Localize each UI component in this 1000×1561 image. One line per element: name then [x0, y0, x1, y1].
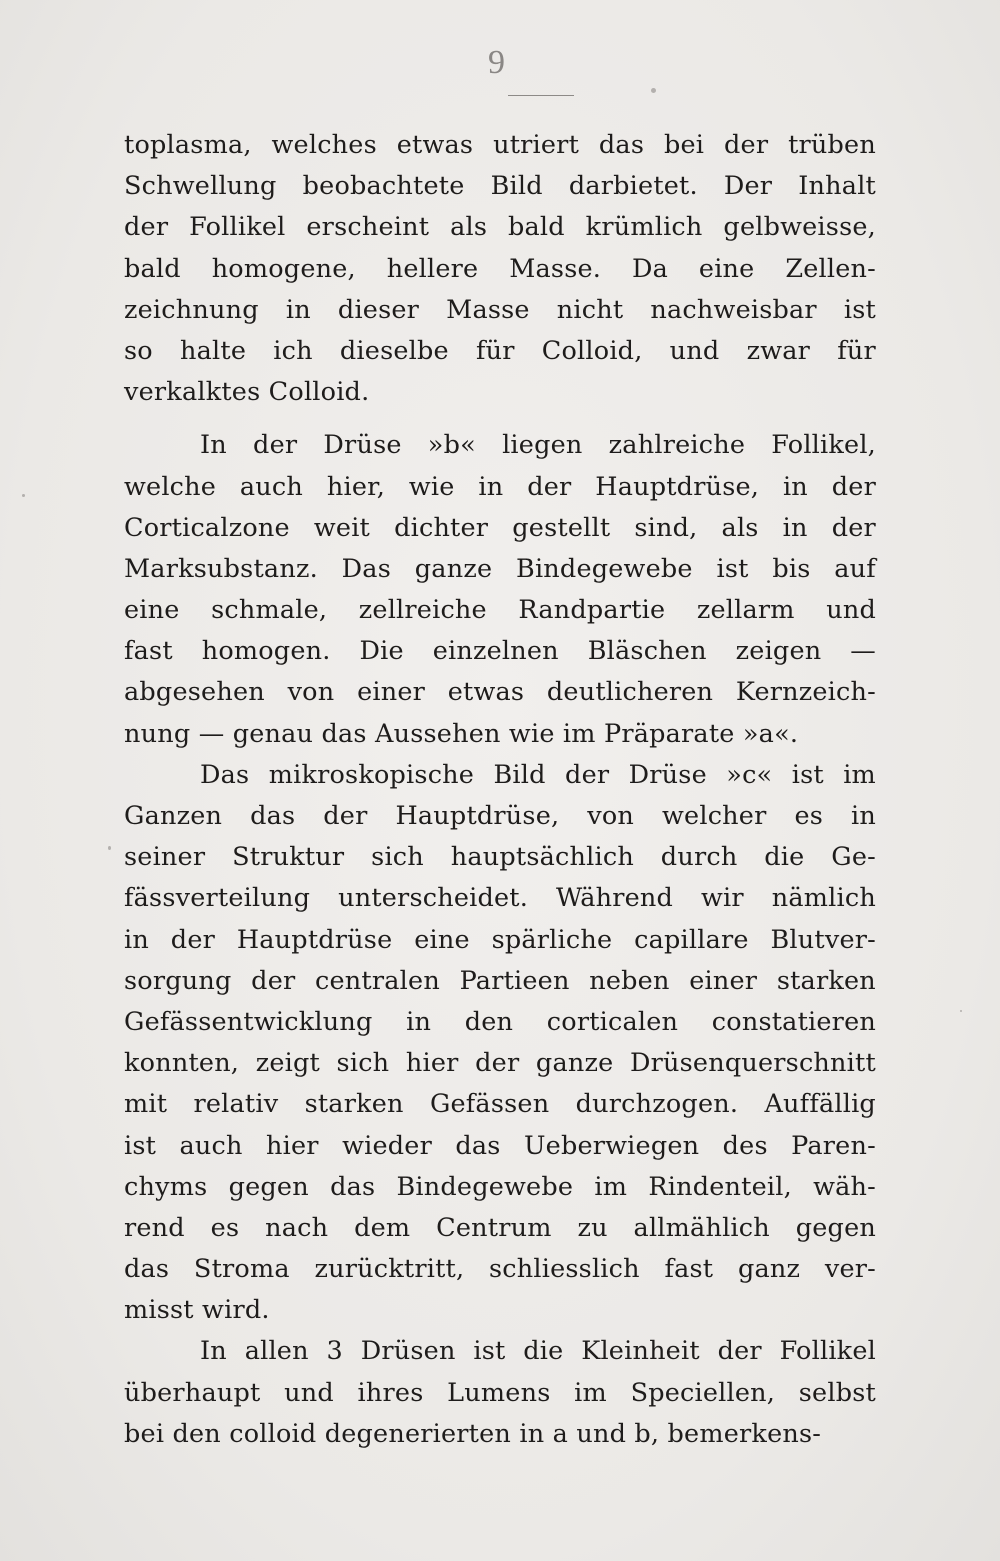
- word: dieser: [337, 294, 420, 325]
- text-line: [124, 1249, 876, 1290]
- word: welches: [271, 130, 377, 160]
- word: zahlreiche: [608, 430, 746, 461]
- word: ich: [273, 335, 313, 366]
- word: in: [478, 471, 504, 502]
- word: und: [284, 1377, 334, 1408]
- word: relativ: [193, 1089, 279, 1120]
- word: nachweisbar: [650, 294, 817, 325]
- word: Bindegewebe: [396, 1171, 574, 1202]
- text-line: [124, 207, 876, 248]
- word: der: [253, 430, 298, 461]
- word: Blutver-: [770, 924, 876, 955]
- word: wie: [408, 471, 455, 502]
- word: homogene,: [211, 253, 356, 284]
- word: der: [475, 1048, 520, 1079]
- text-line: [124, 249, 876, 290]
- word: capillare: [634, 924, 749, 955]
- word: der: [323, 801, 368, 831]
- word: corticalen: [546, 1006, 679, 1037]
- word: in: [406, 1006, 432, 1037]
- text-line: [124, 508, 876, 549]
- word: ist: [716, 553, 749, 584]
- word: »c«: [726, 759, 773, 790]
- word: in: [782, 471, 808, 502]
- word: Gefässentwicklung: [124, 1006, 373, 1037]
- word: rend: [124, 1212, 185, 1243]
- text-line: [124, 755, 876, 796]
- word: etwas: [396, 130, 474, 160]
- word: durchzogen.: [575, 1089, 739, 1120]
- word: Follikel: [779, 1336, 876, 1367]
- word: bis: [772, 553, 811, 584]
- word: weit: [313, 512, 370, 543]
- word: im: [594, 1171, 628, 1202]
- word: constatieren: [711, 1006, 876, 1037]
- word: halte: [180, 335, 247, 366]
- text-line: [124, 1208, 876, 1249]
- word: das: [250, 801, 296, 831]
- paper-speck: [960, 1010, 962, 1012]
- word: der: [724, 130, 769, 160]
- word: sich: [371, 842, 424, 873]
- word: einzelnen: [432, 636, 559, 667]
- text-line: [124, 125, 876, 166]
- word: ist: [843, 294, 876, 325]
- word: utriert: [493, 130, 580, 160]
- paper-speck: [651, 88, 656, 93]
- word: fast: [124, 636, 173, 667]
- word: konnten,: [124, 1048, 240, 1079]
- text-line: [124, 1414, 876, 1455]
- text-line: [124, 1331, 876, 1372]
- word: Das: [200, 759, 250, 790]
- word: dieselbe: [339, 335, 449, 366]
- word: Da: [631, 253, 669, 284]
- paper-speck: [22, 494, 25, 497]
- word: Drüsenquerschnitt: [629, 1048, 876, 1079]
- word: in: [782, 512, 808, 543]
- word: der: [565, 759, 610, 790]
- text-line: [124, 672, 876, 713]
- word: ver-: [824, 1254, 876, 1285]
- word: welcher: [662, 801, 767, 831]
- word: Masse.: [509, 253, 602, 284]
- word: nicht: [556, 294, 624, 325]
- text-line: [124, 331, 876, 372]
- text-line: [124, 1290, 876, 1331]
- word: Follikel,: [771, 430, 876, 461]
- word: wäh-: [813, 1171, 876, 1202]
- word: zurücktritt,: [314, 1254, 465, 1285]
- word: Marksubstanz.: [124, 553, 318, 584]
- word: als: [721, 512, 759, 543]
- word: bald: [507, 212, 565, 243]
- word: Bindegewebe: [516, 553, 693, 584]
- word: erscheint: [306, 212, 430, 243]
- text-line: [124, 425, 876, 466]
- word: auf: [834, 553, 876, 584]
- word: mit: [124, 1089, 168, 1120]
- word: gelbweisse,: [723, 212, 876, 243]
- word: Zellen-: [785, 253, 876, 284]
- word: Struktur: [232, 842, 345, 873]
- word: ihres: [357, 1377, 424, 1408]
- word: chyms: [124, 1171, 208, 1202]
- word: sorgung: [124, 965, 232, 996]
- word: der: [170, 924, 216, 955]
- word: durch: [660, 842, 738, 873]
- word: fast: [664, 1254, 714, 1285]
- word: in: [124, 924, 149, 955]
- word: in: [850, 801, 876, 831]
- line-text: misst wird.: [124, 1295, 270, 1326]
- text-line: [124, 837, 876, 878]
- text-line: [124, 1084, 876, 1125]
- word: hellere: [386, 253, 479, 284]
- word: als: [450, 212, 488, 243]
- word: Während: [556, 883, 674, 914]
- text-line: [124, 467, 876, 508]
- text-line: [124, 1167, 876, 1208]
- word: bei: [663, 130, 705, 160]
- word: deutlicheren: [546, 677, 714, 708]
- word: auch: [239, 471, 304, 502]
- word: im: [574, 1377, 607, 1408]
- word: die: [764, 842, 805, 873]
- word: zeigt: [255, 1048, 320, 1079]
- word: in: [285, 294, 311, 325]
- word: zeigen: [735, 636, 822, 667]
- text-line: [124, 1043, 876, 1084]
- word: einer: [689, 965, 758, 996]
- text-line: [124, 1126, 876, 1167]
- word: ist: [791, 759, 824, 790]
- word: starken: [304, 1089, 404, 1120]
- word: Kleinheit: [581, 1336, 700, 1367]
- word: gestellt: [512, 512, 611, 543]
- word: ganze: [414, 553, 493, 584]
- word: der: [831, 512, 876, 543]
- text-line: [124, 166, 876, 207]
- word: Der: [723, 171, 773, 202]
- word: der: [527, 471, 572, 502]
- word: eine: [414, 924, 470, 955]
- word: Auffällig: [764, 1089, 876, 1120]
- text-line: [124, 714, 876, 755]
- word: schmale,: [211, 595, 328, 626]
- text-line: [124, 961, 876, 1002]
- word: es: [794, 801, 824, 831]
- word: einer: [357, 677, 426, 708]
- word: zellreiche: [358, 595, 487, 626]
- word: Drüsen: [360, 1336, 456, 1367]
- word: auch: [179, 1130, 243, 1161]
- word: Randpartie: [518, 595, 666, 626]
- word: Ueberwiegen: [523, 1130, 700, 1161]
- word: Colloid,: [541, 335, 643, 366]
- line-text: nung — genau das Aussehen wie im Präparate »a«.: [124, 718, 799, 749]
- word: Partieen: [459, 965, 570, 996]
- body-text: [124, 125, 876, 1455]
- word: Masse: [446, 294, 530, 325]
- word: In: [200, 1336, 227, 1367]
- word: seiner: [124, 842, 206, 873]
- word: das: [330, 1171, 376, 1202]
- word: Hauptdrüse: [236, 924, 393, 955]
- word: Stroma: [193, 1254, 290, 1285]
- word: der: [831, 471, 876, 502]
- word: es: [210, 1212, 240, 1243]
- word: trüben: [788, 130, 876, 160]
- word: Gefässen: [429, 1089, 550, 1120]
- word: »b«: [427, 430, 476, 461]
- word: beobachtete: [302, 171, 465, 202]
- word: abgesehen: [124, 677, 265, 708]
- text-line: [124, 796, 876, 837]
- text-line: [124, 920, 876, 961]
- word: schliesslich: [488, 1254, 640, 1285]
- word: der: [717, 1336, 762, 1367]
- word: krümlich: [585, 212, 703, 243]
- word: im: [843, 759, 876, 790]
- word: mikroskopische: [268, 759, 475, 790]
- word: Schwellung: [124, 171, 277, 202]
- word: von: [287, 677, 335, 708]
- text-line: [124, 631, 876, 672]
- word: allen: [244, 1336, 309, 1367]
- word: unterscheidet.: [338, 883, 529, 914]
- paragraph-4: [124, 1331, 876, 1455]
- word: des: [722, 1130, 768, 1161]
- paragraph-1: [124, 125, 876, 413]
- word: so: [124, 335, 153, 366]
- word: sind,: [634, 512, 698, 543]
- word: überhaupt: [124, 1377, 261, 1408]
- word: Bläschen: [587, 636, 707, 667]
- word: das: [598, 130, 645, 160]
- word: spärliche: [491, 924, 613, 955]
- word: gegen: [228, 1171, 309, 1202]
- word: die: [523, 1336, 564, 1367]
- word: selbst: [798, 1377, 876, 1408]
- word: darbietet.: [568, 171, 698, 202]
- word: Speciellen,: [630, 1377, 776, 1408]
- word: der: [124, 212, 169, 243]
- header-rule: [508, 95, 574, 96]
- word: Corticalzone: [124, 512, 290, 543]
- word: hier,: [326, 471, 386, 502]
- word: wir: [701, 883, 744, 914]
- word: das: [124, 1254, 170, 1285]
- word: Drüse: [323, 430, 402, 461]
- word: zeichnung: [124, 294, 259, 325]
- word: ganz: [737, 1254, 801, 1285]
- word: Bild: [490, 171, 543, 202]
- word: welche: [124, 471, 217, 502]
- word: ist: [473, 1336, 506, 1367]
- word: fässverteilung: [124, 883, 311, 914]
- word: Rindenteil,: [648, 1171, 792, 1202]
- word: Die: [359, 636, 404, 667]
- word: 3: [326, 1336, 343, 1367]
- word: Lumens: [447, 1377, 551, 1408]
- line-text: verkalktes Colloid.: [124, 377, 370, 408]
- word: ist: [124, 1130, 157, 1161]
- word: Follikel: [189, 212, 286, 243]
- word: allmählich: [633, 1212, 770, 1243]
- word: für: [475, 335, 515, 366]
- word: Hauptdrüse,: [595, 471, 760, 502]
- word: —: [850, 636, 876, 667]
- word: bald: [124, 253, 181, 284]
- word: Das: [341, 553, 391, 584]
- text-line: [124, 1373, 876, 1414]
- word: eine: [698, 253, 755, 284]
- word: nach: [265, 1212, 329, 1243]
- text-line: [124, 372, 876, 413]
- word: Hauptdrüse,: [395, 801, 560, 831]
- word: nämlich: [771, 883, 876, 914]
- word: hier: [266, 1130, 319, 1161]
- word: hauptsächlich: [450, 842, 634, 873]
- word: für: [837, 335, 876, 366]
- word: hier: [405, 1048, 459, 1079]
- word: das: [455, 1130, 501, 1161]
- word: starken: [776, 965, 876, 996]
- word: zu: [577, 1212, 608, 1243]
- word: von: [587, 801, 635, 831]
- paper-speck: [108, 846, 111, 850]
- word: und: [669, 335, 720, 366]
- word: Centrum: [436, 1212, 552, 1243]
- word: dem: [354, 1212, 411, 1243]
- word: centralen: [315, 965, 440, 996]
- word: gegen: [795, 1212, 876, 1243]
- paragraph-3: [124, 755, 876, 1332]
- word: toplasma,: [124, 130, 252, 160]
- text-line: [124, 590, 876, 631]
- word: eine: [124, 595, 180, 626]
- word: ganze: [535, 1048, 614, 1079]
- word: liegen: [502, 430, 583, 461]
- word: homogen.: [201, 636, 331, 667]
- word: Ge-: [831, 842, 876, 873]
- word: wieder: [342, 1130, 432, 1161]
- text-line: [124, 549, 876, 590]
- word: Ganzen: [124, 801, 223, 831]
- word: neben: [589, 965, 670, 996]
- paragraph-2: [124, 425, 876, 755]
- word: Kernzeich-: [735, 677, 876, 708]
- word: etwas: [447, 677, 525, 708]
- text-line: [124, 290, 876, 331]
- word: sich: [336, 1048, 390, 1079]
- paragraph-spacer: [124, 413, 876, 425]
- text-line: [124, 878, 876, 919]
- word: zellarm: [696, 595, 795, 626]
- page-number: 9: [488, 44, 505, 81]
- text-line: [124, 1002, 876, 1043]
- word: In: [200, 430, 227, 461]
- word: den: [464, 1006, 514, 1037]
- word: Bild: [493, 759, 546, 790]
- word: der: [251, 965, 296, 996]
- line-text: bei den colloid degenerierten in a und b, bemerkens-: [124, 1418, 822, 1449]
- word: zwar: [746, 335, 811, 366]
- word: Drüse: [628, 759, 707, 790]
- word: Paren-: [791, 1130, 876, 1161]
- word: Inhalt: [798, 171, 876, 202]
- word: und: [826, 595, 876, 626]
- word: dichter: [394, 512, 489, 543]
